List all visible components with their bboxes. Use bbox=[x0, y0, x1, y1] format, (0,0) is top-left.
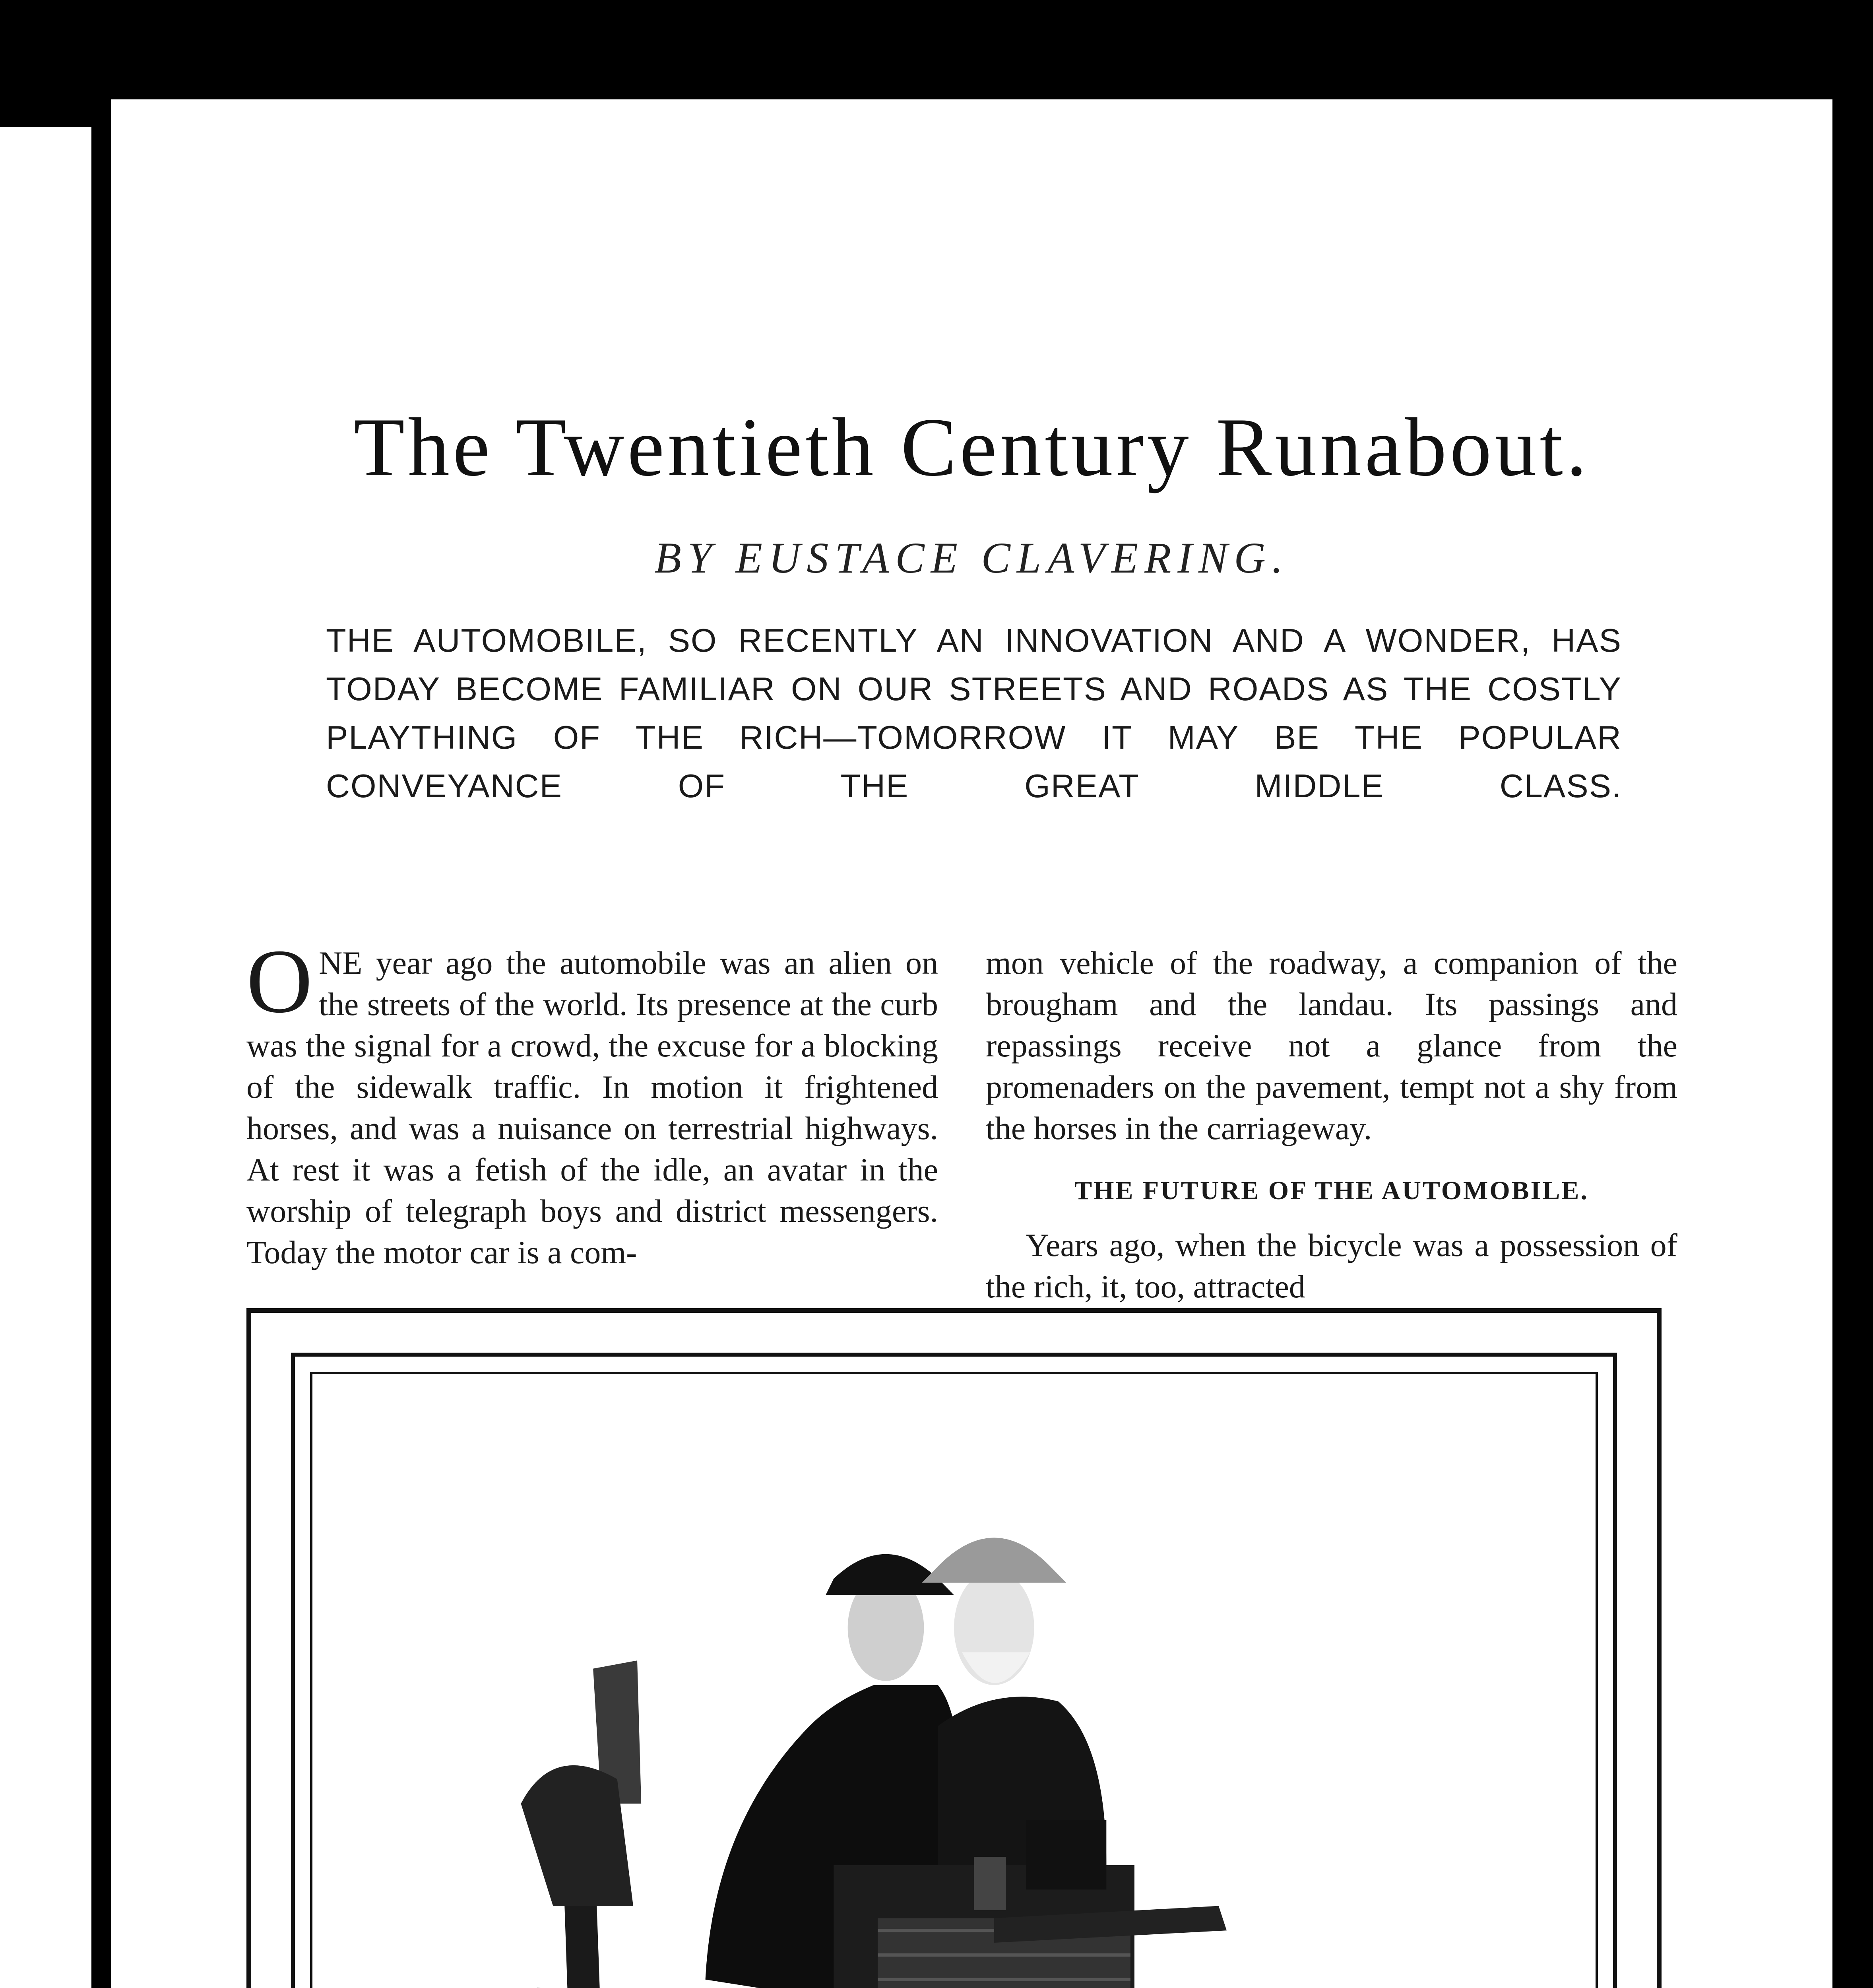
text-column-right bbox=[986, 942, 1677, 1307]
paragraph-continuation: mon vehicle of the roadway, a companion of the brougham and the landau. Its passings and repassings receive not a glance from the promenaders on the pavement, tempt not a shy from the horses in the carriageway. bbox=[986, 945, 1677, 1146]
runabout-photo bbox=[310, 1372, 1598, 1988]
paragraph-text: Years ago, when the bicycle was a possession of the rich, it, too, attracted bbox=[986, 1227, 1677, 1305]
drop-cap: O bbox=[246, 930, 313, 1032]
article-deck: THE AUTOMOBILE, SO RECENTLY AN INNOVATION AND A WONDER, HAS TODAY BECOME FAMILIAR ON OUR STREETS AND ROADS AS THE COSTLY PLAYTHING OF THE RICH—TOMORROW IT MAY BE THE POPULAR CONVEYANCE OF THE GREAT MIDDLE CLASS. bbox=[326, 622, 1622, 804]
article-title: The Twentieth Century Runabout. bbox=[353, 401, 1590, 493]
text-column-left bbox=[246, 930, 938, 1273]
magazine-page bbox=[111, 99, 1832, 1988]
paragraph-text: NE year ago the automobile was an alien on the streets of the world. Its presence at the curb was the signal for a crowd, the excuse for a blocking of the sidewalk traffic. In motion it frightened horses, and was a nuisance on terrestrial highways. At rest it was a fetish of the idle, an avatar in the worship of telegraph boys and district messengers. Today the motor car is a com- bbox=[246, 945, 938, 1270]
opening-paragraph bbox=[246, 930, 938, 1273]
article-byline: BY EUSTACE CLAVERING. bbox=[654, 534, 1289, 582]
adjacent-page-edge bbox=[0, 127, 91, 1988]
section-subhead: THE FUTURE OF THE AUTOMOBILE. bbox=[1074, 1176, 1589, 1205]
photo-frame bbox=[246, 1308, 1662, 1988]
runabout-illustration bbox=[312, 1374, 1596, 1988]
